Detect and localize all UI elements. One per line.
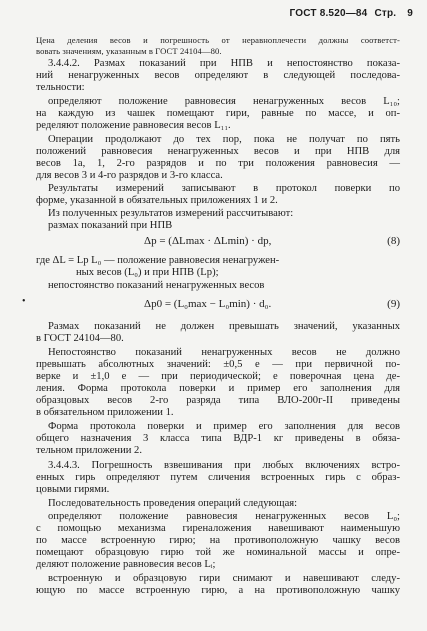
standard-code: ГОСТ 8.520—84	[289, 8, 368, 19]
range-limit-line-1: Размах показаний не должен превышать значений, указанных	[48, 321, 400, 332]
range-label: размах показаний при НПВ	[48, 220, 173, 231]
para-3442-line-1: 3.4.4.2. Размах показаний при НПВ и непостоянство показа-	[48, 58, 400, 69]
instab-limit-line-1: Непостоянство показаний ненагруженных весов не должно	[48, 347, 400, 358]
margin-bullet: •	[22, 296, 26, 307]
page-number: 9	[407, 8, 413, 19]
formula-9-expression: Δp0 = (L₀max − L₀min) · d₀.	[144, 298, 272, 310]
seq-line-5: деляют положение равновесия весов Lᵢ;	[36, 559, 216, 570]
instab-limit-line-6: в обязательном приложении 1.	[36, 407, 174, 418]
instability-label: непостоянство показаний ненагруженных весов	[48, 280, 265, 291]
ops-line-1: Операции продолжают до тех пор, пока не получат по пять	[48, 134, 400, 145]
results-line-2: форме, указанной в обязательных приложениях 1 и 2.	[36, 195, 278, 206]
ops-line-2: положений равновесия ненагруженных весов и при НПВ для	[36, 146, 400, 157]
para-3443-line-2: енных гирь определяют путем сличения встроенных гирь с образ-	[36, 472, 400, 483]
top-note-line-2: вовать значениям, указанным в ГОСТ 24104—80.	[36, 46, 222, 56]
range-limit-line-2: в ГОСТ 24104—80.	[36, 333, 124, 344]
page-header	[286, 8, 413, 19]
seq-next-line-2: ющую по массе встроенную гирю, а на противоположную чашку	[36, 585, 400, 596]
seq-line-2: с помощью механизма гиреналожения навешивают наименьшую	[36, 523, 400, 534]
sequence-intro: Последовательность проведения операций следующая:	[48, 498, 298, 509]
ops-line-4: для весов 3 и 4-го разрядов и 3-го класса.	[36, 170, 223, 181]
seq-line-1: определяют положение равновесия ненагруженных весов L₀;	[48, 511, 400, 522]
para-3443-line-3: цовыми гирями.	[36, 484, 110, 495]
seq-line-3: по массе встроенную гирю; на противоположную чашку весов	[36, 535, 400, 546]
para-3443-line-1: 3.4.4.3. Погрешность взвешивания при любых включениях встро-	[48, 460, 400, 471]
instab-limit-line-4: ления. Форма протокола поверки и пример его заполнения для	[36, 383, 400, 394]
step-1-line-1: определяют положение равновесия ненагруженных весов L₁₀;	[48, 96, 400, 107]
seq-line-4: помещают образцовую гирю той же номинальной массы и опре-	[36, 547, 400, 558]
formula-8-number: (8)	[387, 235, 400, 247]
where-line-2: ных весов (L₀) и при НПВ (Lp);	[76, 267, 219, 278]
page-word: Стр.	[374, 8, 397, 19]
para-3442-line-3: тельности:	[36, 82, 85, 93]
instab-limit-line-3: верке и ±1,0 e — при периодической; e поверочная цена де-	[36, 371, 400, 382]
formula-9-number: (9)	[387, 298, 400, 310]
formula-8-expression: Δp = (ΔLmax · ΔLmin) · dp,	[144, 235, 272, 247]
form-line-2: общего назначения 3 класса типа ВДР-1 кг приведены в обяза-	[36, 433, 400, 444]
instab-limit-line-5: образцовых весов 2-го разряда типа ВЛО-200г-II приведены	[36, 395, 400, 406]
ops-line-3: весов 1а, 1, 2-го разрядов и по три положения равновесия —	[36, 158, 400, 169]
step-1-line-3: ределяют положение равновесия весов L₁₁.	[36, 120, 231, 131]
form-line-1: Форма протокола поверки и пример его заполнения для весов	[48, 421, 400, 432]
calc-intro: Из полученных результатов измерений рассчитывают:	[48, 208, 294, 219]
para-3442-line-2: ний ненагруженных весов определяют в следующей последова-	[36, 70, 400, 81]
instab-limit-line-2: превышать абсолютных значений: ±0,5 e — при первичной по-	[36, 359, 400, 370]
form-line-3: тельном приложении 2.	[36, 445, 143, 456]
top-note-line-1: Цена деления весов и погрешность от неравноплечести должны соответст-	[36, 35, 400, 45]
seq-next-line-1: встроенную и образцовую гири снимают и навешивают следу-	[48, 573, 400, 584]
step-1-line-2: на каждую из чашек помещают гири, равные по массе, и оп-	[36, 108, 400, 119]
results-line-1: Результаты измерений записывают в протокол поверки по	[48, 183, 400, 194]
where-line-1: где ΔL = Lp L₀ — положение равновесия ненагружен-	[36, 255, 280, 266]
